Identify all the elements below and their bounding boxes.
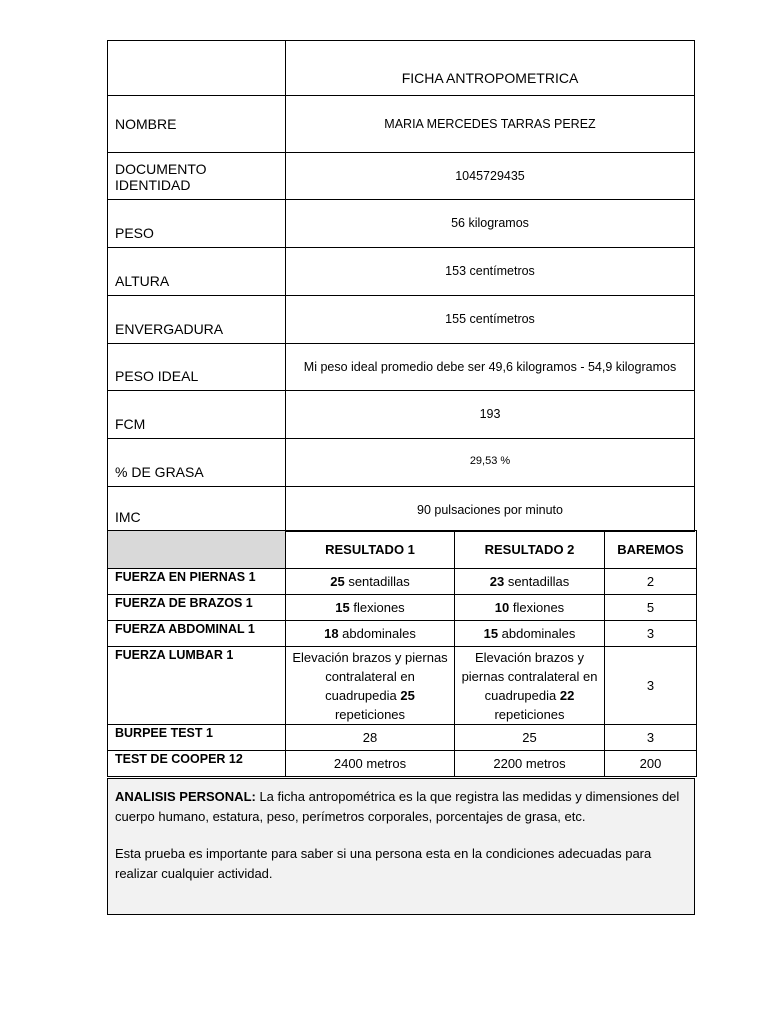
resultado-number: 18 xyxy=(324,626,339,641)
analisis-label: ANALISIS PERSONAL: xyxy=(115,789,256,804)
resultado-number: 10 xyxy=(494,600,510,615)
analisis-text-1: La ficha antropométrica es la que registra las medidas y dimensiones del cuerpo humano, estatura, peso, perímetros corporales, porcentajes de grasa, etc. xyxy=(115,789,680,824)
value-peso: 56 kilogramos xyxy=(286,200,695,248)
baremo: 3 xyxy=(605,647,697,725)
resultado-unit: flexiones xyxy=(349,600,405,615)
baremo: 3 xyxy=(605,621,697,647)
ficha-title: FICHA ANTROPOMETRICA xyxy=(286,41,695,96)
value-nombre: MARIA MERCEDES TARRAS PEREZ xyxy=(286,96,695,153)
resultado-unit: sentadillas xyxy=(504,574,570,589)
resultado-number: 15 xyxy=(335,600,350,615)
resultado-1 xyxy=(286,569,455,595)
value-grasa: 29,53 % xyxy=(286,439,695,487)
tests-table xyxy=(107,530,697,777)
test-name: FUERZA ABDOMINAL 1 xyxy=(108,621,286,647)
header-empty xyxy=(108,531,286,569)
peso-ideal-prefix: Mi peso ideal promedio debe ser xyxy=(303,360,489,374)
resultado-1 xyxy=(286,647,455,725)
baremo: 5 xyxy=(605,595,697,621)
resultado-unit: flexiones xyxy=(509,600,565,615)
resultado-2 xyxy=(455,595,605,621)
label-peso: PESO xyxy=(108,200,286,248)
baremo: 2 xyxy=(605,569,697,595)
value-altura: 153 centímetros xyxy=(286,248,695,296)
test-name: FUERZA EN PIERNAS 1 xyxy=(108,569,286,595)
label-nombre: NOMBRE xyxy=(108,96,286,153)
resultado-unit: repeticiones xyxy=(494,706,565,722)
resultado-number: 25 xyxy=(400,687,415,703)
value-envergadura: 155 centímetros xyxy=(286,296,695,344)
header-resultado-2: RESULTADO 2 xyxy=(455,531,605,569)
label-fcm: FCM xyxy=(108,391,286,439)
value-peso-ideal xyxy=(286,344,695,391)
value-fcm: 193 xyxy=(286,391,695,439)
test-name: FUERZA LUMBAR 1 xyxy=(108,647,286,725)
resultado-text: Elevación brazos y piernas contralateral en cuadrupedia xyxy=(461,649,598,703)
test-name: BURPEE TEST 1 xyxy=(108,725,286,751)
resultado-text: Elevación brazos y piernas contralateral en cuadrupedia xyxy=(292,649,448,703)
analisis-paragraph-2: Esta prueba es importante para saber si una persona esta en la condiciones adecuadas para realizar cualquier actividad. xyxy=(115,846,652,881)
ficha-table xyxy=(107,40,695,532)
resultado-unit: sentadillas xyxy=(344,574,410,589)
label-envergadura: ENVERGADURA xyxy=(108,296,286,344)
header-baremos: BAREMOS xyxy=(605,531,697,569)
resultado-number: 25 xyxy=(330,574,345,589)
resultado-number: 15 xyxy=(483,626,499,641)
resultado-1 xyxy=(286,621,455,647)
resultado-1 xyxy=(286,595,455,621)
resultado-2: 25 xyxy=(455,725,605,751)
resultado-unit: abdominales xyxy=(338,626,416,641)
peso-ideal-range: 49,6 kilogramos - 54,9 kilogramos xyxy=(488,360,677,374)
header-resultado-1: RESULTADO 1 xyxy=(286,531,455,569)
resultado-1: 2400 metros xyxy=(286,751,455,777)
label-grasa: % DE GRASA xyxy=(108,439,286,487)
resultado-1: 28 xyxy=(286,725,455,751)
resultado-2 xyxy=(455,569,605,595)
baremo: 3 xyxy=(605,725,697,751)
test-name: FUERZA DE BRAZOS 1 xyxy=(108,595,286,621)
resultado-2: 2200 metros xyxy=(455,751,605,777)
label-peso-ideal: PESO IDEAL xyxy=(108,344,286,391)
resultado-2 xyxy=(455,647,605,725)
value-imc: 90 pulsaciones por minuto xyxy=(286,487,695,532)
label-altura: ALTURA xyxy=(108,248,286,296)
value-documento: 1045729435 xyxy=(286,153,695,200)
label-documento: DOCUMENTO IDENTIDAD xyxy=(108,153,286,200)
resultado-unit: abdominales xyxy=(498,626,576,641)
label-imc: IMC xyxy=(108,487,286,532)
resultado-number: 23 xyxy=(489,574,505,589)
resultado-number: 22 xyxy=(559,687,575,703)
baremo: 200 xyxy=(605,751,697,777)
analisis-paragraph-1 xyxy=(115,787,687,827)
resultado-unit: repeticiones xyxy=(334,706,406,722)
corner-cell xyxy=(108,41,286,96)
resultado-2 xyxy=(455,621,605,647)
analisis-box xyxy=(107,778,695,915)
test-name: TEST DE COOPER 12 xyxy=(108,751,286,777)
